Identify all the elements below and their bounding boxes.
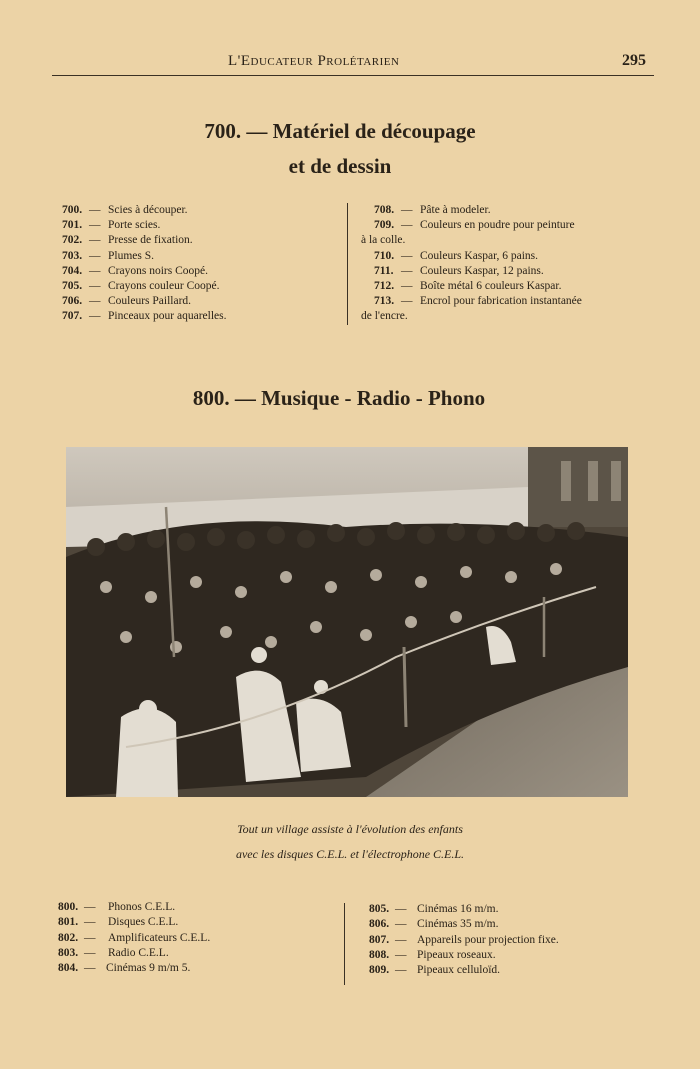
list-item: 800. — Phonos C.E.L. [58,900,210,915]
item-number: 806. [369,918,390,931]
item-text: Boîte métal 6 couleurs Kaspar. [420,280,562,293]
list-item: 809. — Pipeaux celluloïd. [369,963,559,978]
item-number: 703. [62,249,83,262]
item-number: 800. [58,901,79,913]
header-rule [52,75,654,76]
item-text-continuation: à la colle. [361,234,406,247]
list-item: 708. — Pâte à modeler. [361,203,656,218]
section-700-right-list [361,203,656,325]
item-number: 709. [374,219,395,232]
list-item: 713. — Encrol pour fabrication instantanée [361,294,656,309]
list-item: 702. — Presse de fixation. [62,233,226,248]
item-text: Pâte à modeler. [420,204,491,216]
section-700-title-line1: 700. — Matériel de découpage [204,119,476,143]
section-800-right-list [369,902,559,978]
list-item-continuation [361,233,656,248]
item-number: 706. [62,295,83,308]
list-item: 709. — Couleurs en poudre pour peinture [361,218,656,233]
item-number: 707. [62,310,83,323]
item-number: 808. [369,948,390,961]
crowd-photo-image [66,447,628,797]
list-item: 802. — Amplificateurs C.E.L. [58,931,210,946]
item-number: 804. [58,962,79,975]
item-number: 713. [374,295,395,308]
item-number: 711. [374,264,394,277]
item-number: 702. [62,234,83,247]
item-number: 708. [374,204,395,216]
item-text: Pinceaux pour aquarelles. [108,310,227,323]
item-text: Cinémas 16 m/m. [417,903,499,915]
column-divider [347,203,348,325]
list-item: 806. — Cinémas 35 m/m. [369,917,559,932]
list-item: 700. — Scies à découper. [62,203,226,218]
item-number: 700. [62,204,83,216]
item-text: Phonos C.E.L. [108,901,176,913]
item-text: Crayons noirs Coopé. [108,264,208,277]
section-800-left-list [58,900,210,976]
item-text: Crayons couleur Coopé. [108,280,220,293]
list-item: 807. — Appareils pour projection fixe. [369,933,559,948]
item-text: Porte scies. [108,219,161,232]
list-item: 711. — Couleurs Kaspar, 12 pains. [361,264,656,279]
item-text: Scies à découper. [108,204,188,216]
item-text: Couleurs Kaspar, 12 pains. [420,264,544,277]
column-divider [344,903,345,985]
list-item-continuation [361,309,656,324]
item-text: Appareils pour projection fixe. [417,933,559,946]
list-item: 703. — Plumes S. [62,249,226,264]
item-text: Disques C.E.L. [108,916,179,929]
item-text: Cinémas 35 m/m. [417,918,499,931]
list-item: 705. — Crayons couleur Coopé. [62,279,226,294]
list-item: 707. — Pinceaux pour aquarelles. [62,309,226,324]
photo-caption-line2: avec les disques C.E.L. et l'électrophone C.E.L. [235,847,465,861]
item-number: 705. [62,280,83,293]
page-number: 295 [622,52,646,69]
item-text: Cinémas 9 m/m 5. [106,962,191,975]
item-text: Couleurs Paillard. [108,295,192,308]
item-number: 710. [374,249,395,262]
item-text-continuation: de l'encre. [361,310,408,323]
list-item: 704. — Crayons noirs Coopé. [62,264,226,279]
list-item: 803. — Radio C.E.L. [58,946,210,961]
list-item: 712. — Boîte métal 6 couleurs Kaspar. [361,279,656,294]
list-item: 805. — Cinémas 16 m/m. [369,902,559,917]
item-number: 807. [369,933,390,946]
item-number: 805. [369,903,390,915]
item-text: Amplificateurs C.E.L. [108,931,211,944]
item-number: 701. [62,219,83,232]
list-item: 701. — Porte scies. [62,218,226,233]
section-800-title: 800. — Musique - Radio - Phono [192,386,486,410]
list-item: 808. — Pipeaux roseaux. [369,948,559,963]
item-number: 704. [62,264,83,277]
item-text: Radio C.E.L. [108,946,169,959]
item-text: Encrol pour fabrication instantanée [420,295,582,308]
list-item: 804. — Cinémas 9 m/m 5. [58,961,210,976]
item-text: Presse de fixation. [108,234,193,247]
list-item: 801. — Disques C.E.L. [58,915,210,930]
item-text: Couleurs Kaspar, 6 pains. [420,249,539,262]
item-text: Plumes S. [108,249,155,262]
item-text: Couleurs en poudre pour peinture [420,219,575,232]
running-header-title: L'Educateur Prolétarien [228,53,400,69]
item-number: 802. [58,931,79,944]
section-700-title-line2: et de dessin [288,154,392,178]
item-text: Pipeaux celluloïd. [417,964,501,977]
section-700-left-list [62,203,226,325]
list-item: 710. — Couleurs Kaspar, 6 pains. [361,249,656,264]
photo-caption-line1: Tout un village assiste à l'évolution des enfants [237,822,463,836]
item-number: 712. [374,280,395,293]
item-number: 809. [369,964,390,977]
crowd-photograph [66,447,628,797]
item-number: 801. [58,916,79,929]
item-text: Pipeaux roseaux. [417,948,496,961]
list-item: 706. — Couleurs Paillard. [62,294,226,309]
item-number: 803. [58,946,79,959]
